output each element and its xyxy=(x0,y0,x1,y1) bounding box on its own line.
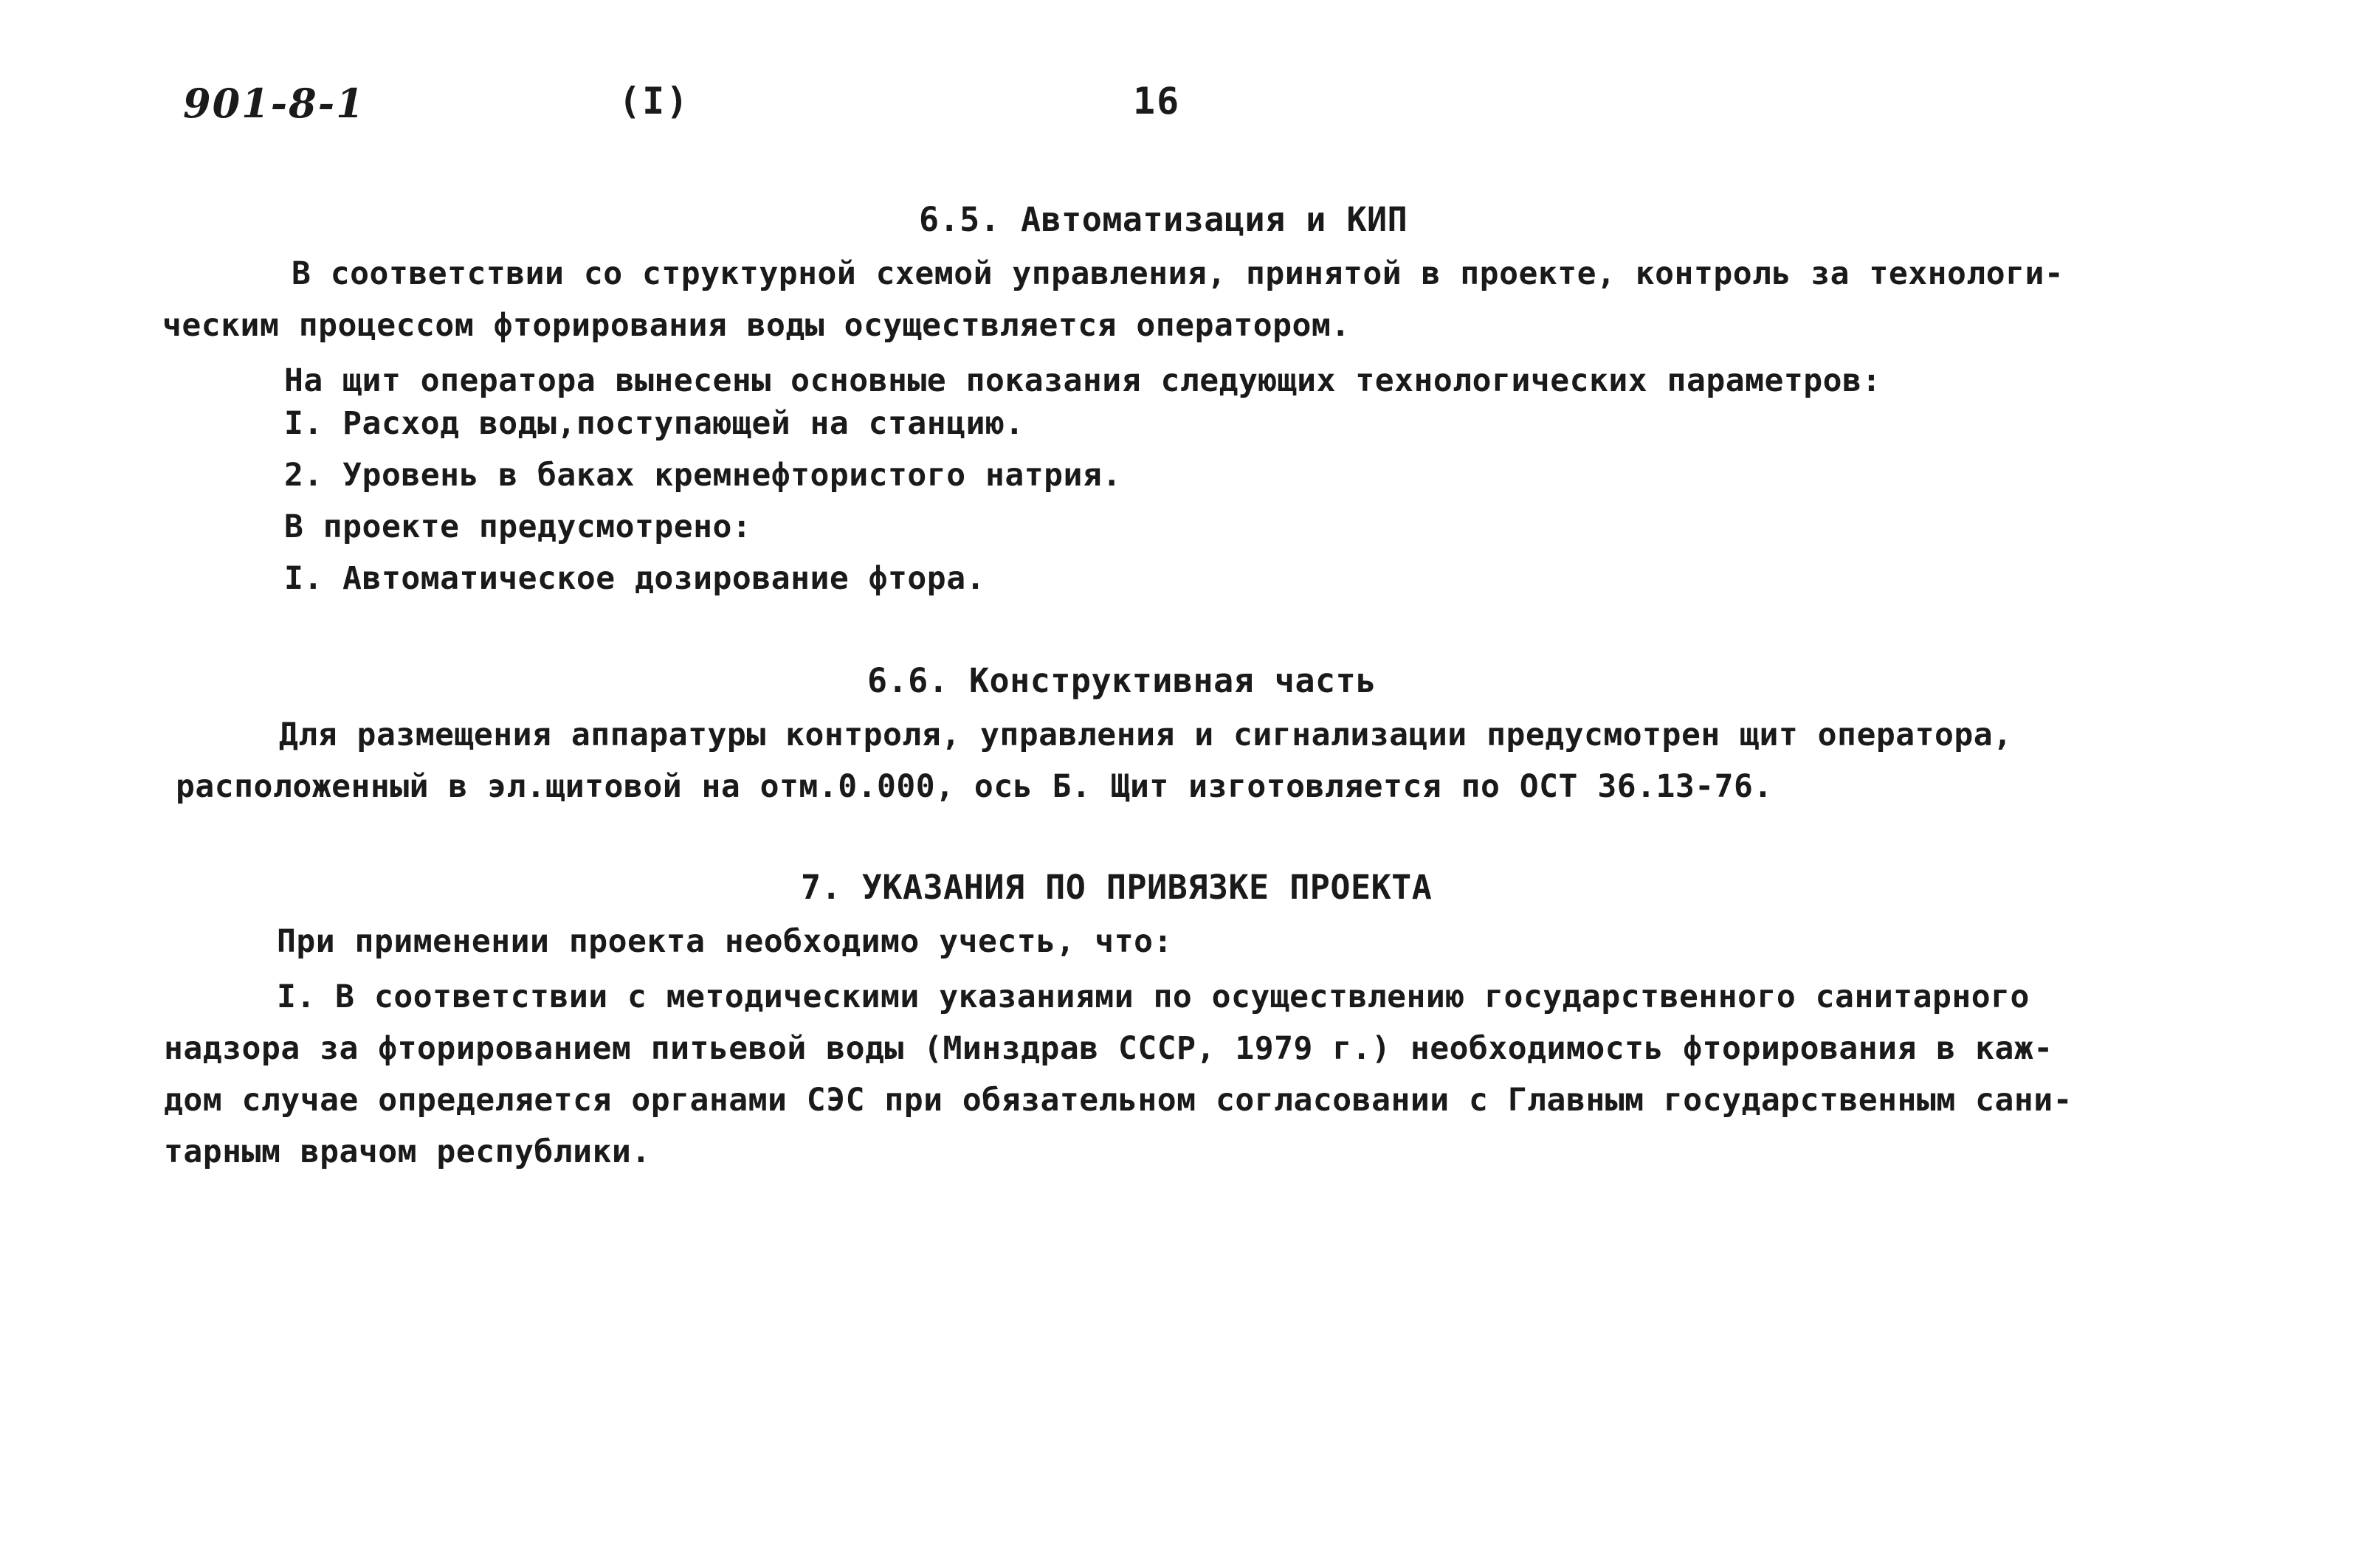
section-6-5-title: 6.5. Автоматизация и КИП xyxy=(919,200,1408,239)
volume-number: (I) xyxy=(619,80,690,122)
section-6-5-line-4: I. Расход воды,поступающей на станцию. xyxy=(284,405,1024,442)
section-7-line-2: I. В соответствии с методическими указаниями по осуществлению государственного санитарного xyxy=(277,978,2030,1015)
document-code: 901-8-1 xyxy=(183,80,365,127)
section-6-6-line-2: расположенный в эл.щитовой на отм.0.000, ось Б. Щит изготовляется по ОСТ 36.13-76. xyxy=(176,768,1773,805)
section-6-6-title: 6.6. Конструктивная часть xyxy=(867,661,1377,700)
section-7-line-4: дом случае определяется органами СЭС при обязательном согласовании с Главным государственным сани- xyxy=(164,1082,2073,1119)
section-7-line-5: тарным врачом республики. xyxy=(164,1133,651,1170)
page-number: 16 xyxy=(1133,80,1181,122)
section-6-5-line-7: I. Автоматическое дозирование фтора. xyxy=(284,560,985,597)
section-6-5-line-2: ческим процессом фторирования воды осуществляется оператором. xyxy=(162,307,1351,344)
section-7-line-1: При применении проекта необходимо учесть, что: xyxy=(277,923,1173,960)
section-6-6-line-1: Для размещения аппаратуры контроля, управления и сигнализации предусмотрен щит оператора, xyxy=(279,716,2013,753)
section-6-5-line-6: В проекте предусмотрено: xyxy=(284,508,752,545)
section-6-5-line-1: В соответствии со структурной схемой управления, принятой в проекте, контроль за технологи- xyxy=(292,255,2064,292)
section-7-line-3: надзора за фторированием питьевой воды (Минздрав СССР, 1979 г.) необходимость фторирования в каж- xyxy=(164,1030,2053,1067)
section-7-title: 7. УКАЗАНИЯ ПО ПРИВЯЗКЕ ПРОЕКТА xyxy=(801,868,1433,907)
section-6-5-line-3: На щит оператора вынесены основные показания следующих технологических параметров: xyxy=(284,362,1881,399)
section-6-5-line-5: 2. Уровень в баках кремнефтористого натрия. xyxy=(284,457,1122,494)
